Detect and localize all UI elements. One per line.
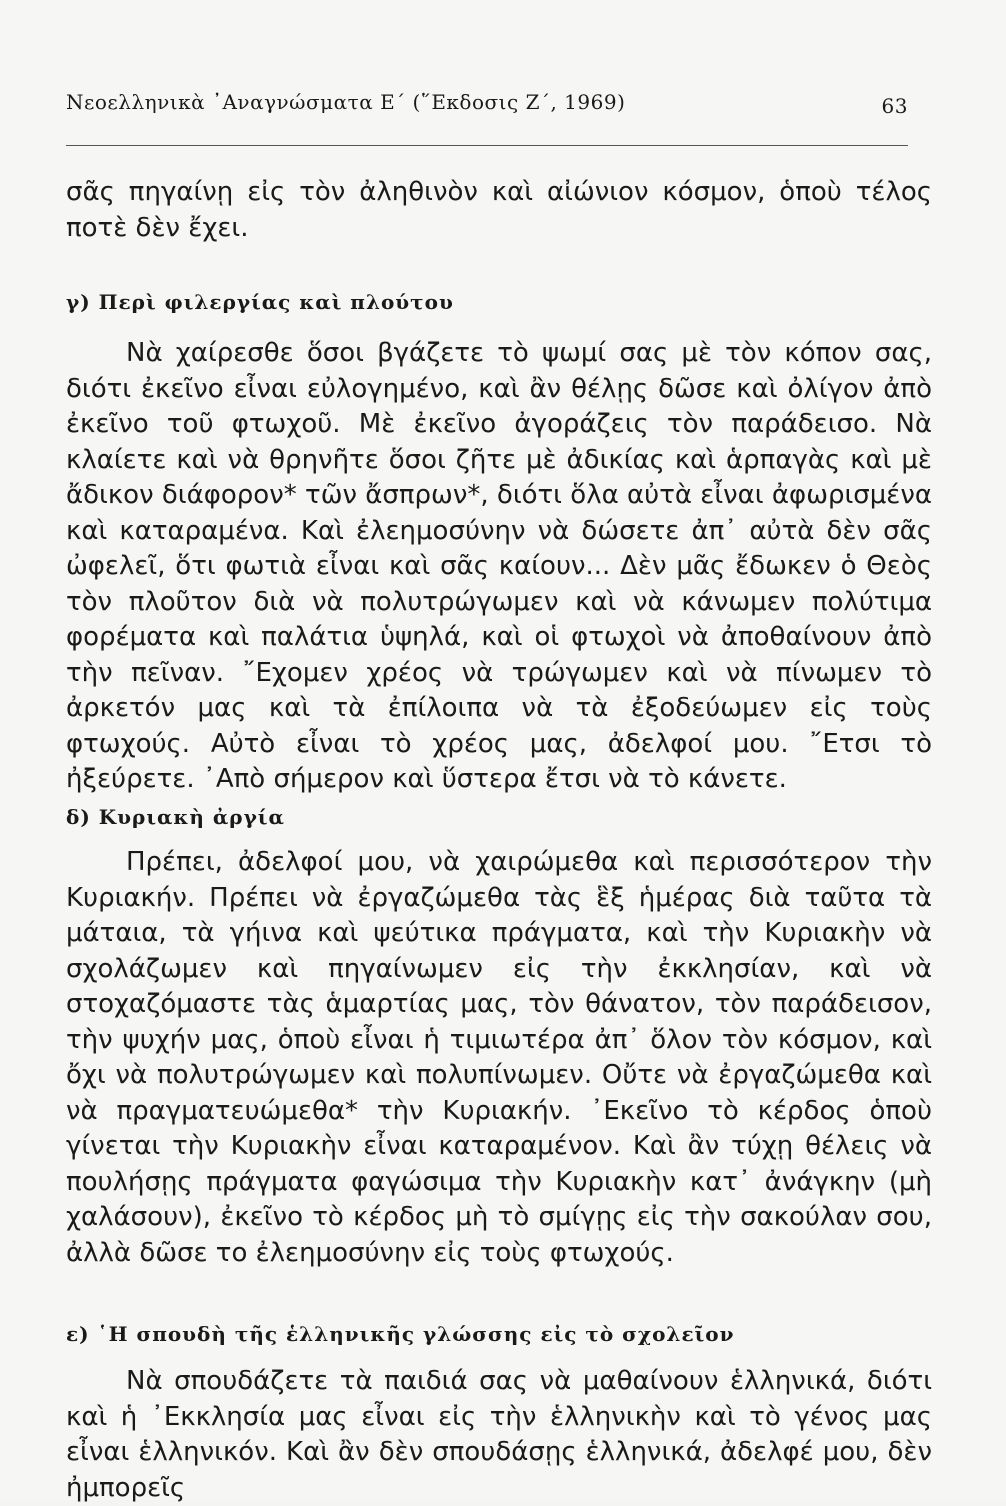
running-header [66, 90, 908, 118]
running-title: Νεοελληνικὰ ᾿Αναγνώσματα Ε´ (῞Εκδοσις Ζ´, 1969) [66, 90, 626, 114]
section-body-greek-language: Νὰ σπουδάζετε τὰ παιδιά σας νὰ μαθαίνουν ἑλληνικά, διότι καὶ ἡ ᾿Εκκλησία μας εἶναι εἰς τὴν ἑλληνικὴν καὶ τὸ γένος μας εἶναι ἑλληνικόν. Καὶ ἂν δὲν σπουδάσῃς ἑλληνικά, ἀδελφέ μου, δὲν ἠμπορεῖς [66, 1366, 932, 1503]
section-body-industriousness: Νὰ χαίρεσθε ὅσοι βγάζετε τὸ ψωμί σας μὲ τὸν κόπον σας, διότι ἐκεῖνο εἶναι εὐλογημένο, καὶ ἂν θέλῃς δῶσε καὶ ὀλίγον ἀπὸ ἐκεῖνο τοῦ φτωχοῦ. Μὲ ἐκεῖνο ἀγοράζεις τὸν παράδεισο. Νὰ κλαίετε καὶ νὰ θρηνῆτε ὅσοι ζῆτε μὲ ἀδικίας καὶ ἁρπαγὰς καὶ μὲ ἄδικον διάφορον* τῶν ἄσπρων*, διότι ὅλα αὐτὰ εἶναι ἀφωρισμένα καὶ καταραμένα. Καὶ ἐλεημοσύνην νὰ δώσετε ἀπ᾿ αὐτὰ δὲν σᾶς ὠφελεῖ, ὅτι φωτιὰ εἶναι καὶ σᾶς καίουν... Δὲν μᾶς ἔδωκεν ὁ Θεὸς τὸν πλοῦτον διὰ νὰ πολυτρώγωμεν καὶ νὰ κάνωμεν πολύτιμα φορέματα καὶ παλάτια ὑψηλά, καὶ οἱ φτωχοὶ νὰ ἀποθαίνουν ἀπὸ τὴν πεῖναν. ῎Εχομεν χρέος νὰ τρώγωμεν καὶ νὰ πίνωμεν τὸ ἀρκετόν μας καὶ τὰ ἐπίλοιπα νὰ τὰ ἐξοδεύωμεν εἰς τοὺς φτωχούς. Αὐτὸ εἶναι τὸ χρέος μας, ἀδελφοί μου. ῎Ετσι τὸ ἠξεύρετε. ᾿Απὸ σήμερον καὶ ὕστερα ἔτσι νὰ τὸ κάνετε. [66, 338, 932, 794]
section-heading-sunday-rest: δ) Κυριακὴ ἀργία [66, 805, 285, 829]
page-number: 63 [881, 94, 908, 118]
continuation-paragraph: σᾶς πηγαίνῃ εἰς τὸν ἀληθινὸν καὶ αἰώνιον κόσμον, ὁποὺ τέλος ποτὲ δὲν ἔχει. [66, 177, 932, 243]
section-heading-industriousness: γ) Περὶ φιλεργίας καὶ πλούτου [66, 290, 454, 314]
section-heading-greek-language: ε) ῾Η σπουδὴ τῆς ἑλληνικῆς γλώσσης εἰς τὸ σχολεῖον [66, 1322, 735, 1346]
header-rule [66, 145, 908, 146]
section-body-sunday-rest: Πρέπει, ἀδελφοί μου, νὰ χαιρώμεθα καὶ περισσότερον τὴν Κυριακήν. Πρέπει νὰ ἐργαζώμεθα τὰς ἓξ ἡμέρας διὰ ταῦτα τὰ μάταια, τὰ γήινα καὶ ψεύτικα πράγματα, καὶ τὴν Κυριακὴν νὰ σχολάζωμεν καὶ πηγαίνωμεν εἰς τὴν ἐκκλησίαν, καὶ νὰ στοχαζόμαστε τὰς ἁμαρτίας μας, τὸν θάνατον, τὸν παράδεισον, τὴν ψυχήν μας, ὁποὺ εἶναι ἡ τιμιωτέρα ἀπ᾿ ὅλον τὸν κόσμον, καὶ ὄχι νὰ πολυτρώγωμεν καὶ πολυπίνωμεν. Οὔτε νὰ ἐργαζώμεθα καὶ νὰ πραγματευώμεθα* τὴν Κυριακήν. ᾿Εκεῖνο τὸ κέρδος ὁποὺ γίνεται τὴν Κυριακὴν εἶναι καταραμένον. Καὶ ἂν τύχῃ θέλεις νὰ πουλήσῃς πράγματα φαγώσιμα τὴν Κυριακὴν κατ᾿ ἀνάγκην (μὴ χαλάσουν), ἐκεῖνο τὸ κέρδος μὴ τὸ σμίγῃς εἰς τὴν σακούλαν σου, ἀλλὰ δῶσε το ἐλεημοσύνην εἰς τοὺς φτωχούς. [66, 847, 932, 1268]
